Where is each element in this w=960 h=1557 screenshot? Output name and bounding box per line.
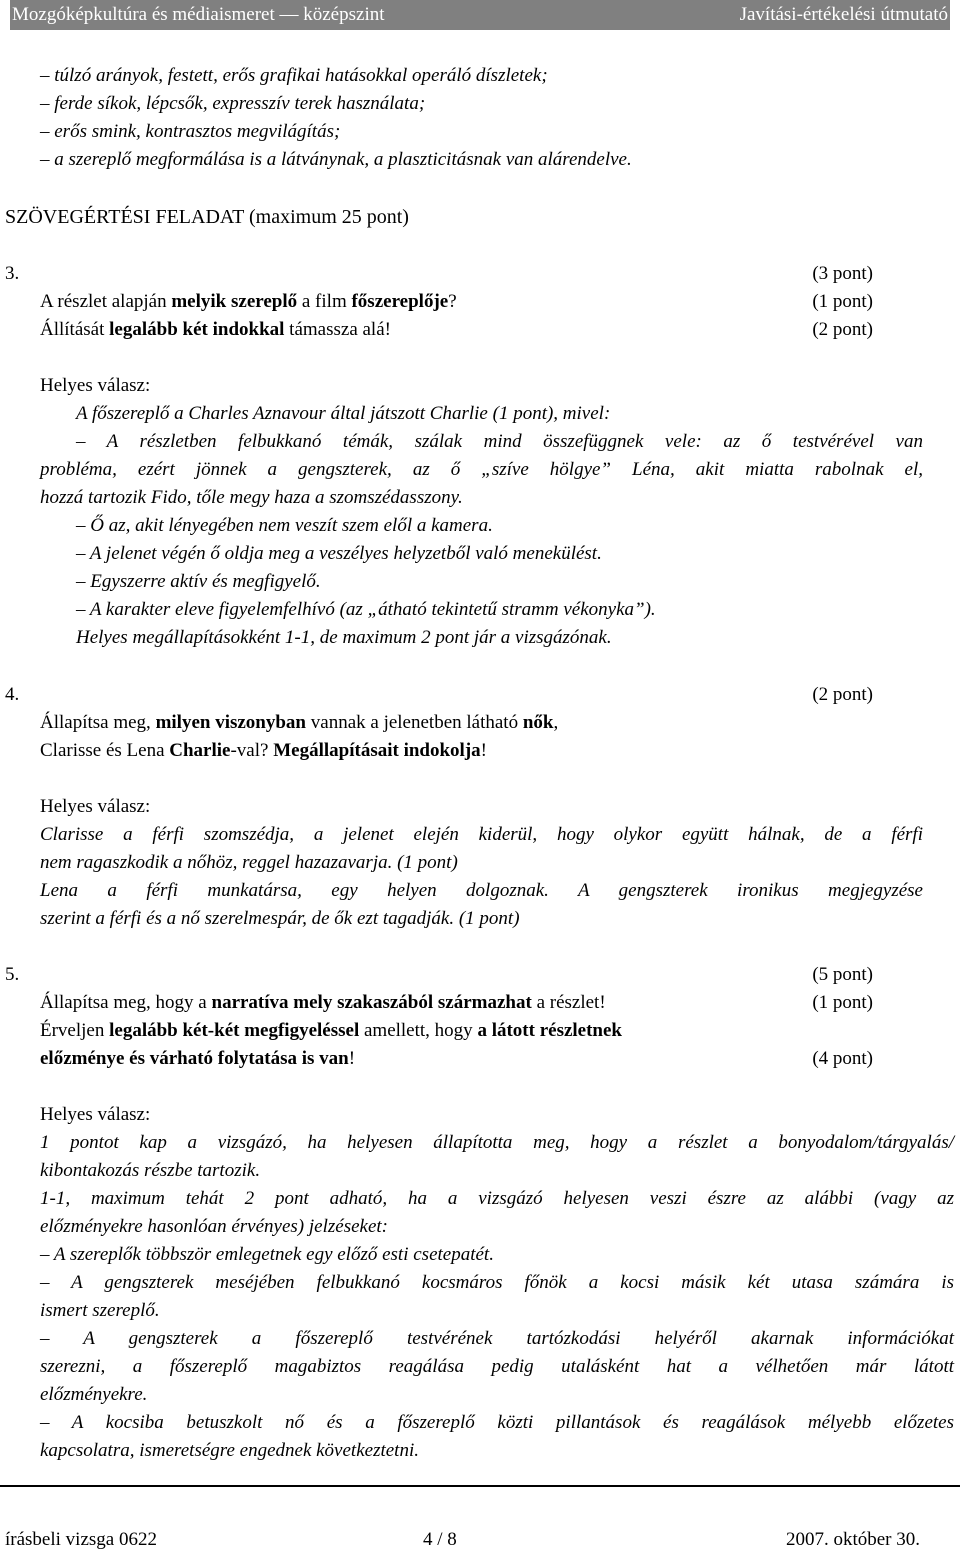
q5-answer-line: 1-1, maximum tehát 2 pont adható, ha a vizsgázó helyesen veszi észre az alábbi (vagy az (40, 1188, 954, 1209)
q5-points-1: (1 pont) (812, 992, 873, 1013)
q5-answer-line: kibontakozás részbe tartozik. (40, 1160, 261, 1181)
q3-answer-line: A főszereplő a Charles Aznavour által játszott Charlie (1 pont), mivel: (76, 403, 611, 424)
q4-answer-line: szerint a férfi és a nő szerelmespár, de ők ezt tagadják. (1 pont) (40, 908, 520, 929)
q3-points-2: (2 pont) (812, 319, 873, 340)
q5-points-2: (4 pont) (812, 1048, 873, 1069)
q3-answer-line: – Ő az, akit lényegében nem veszít szem elől a kamera. (76, 515, 493, 536)
page-header (10, 0, 950, 30)
header-right: Javítási-értékelési útmutató (739, 4, 948, 25)
q3-answer-line: probléma, ezért jönnek a gengszterek, az ő „szíve hölgye” Léna, akit miatta rabolnak el, (40, 459, 923, 480)
q3-answer-label: Helyes válasz: (40, 375, 151, 396)
intro-list-item: – túlzó arányok, festett, erős grafikai hatásokkal operáló díszletek; (40, 65, 548, 86)
q4-question-line-2: Clarisse és Lena Charlie-val? Megállapításait indokolja! (40, 740, 487, 761)
q5-answer-line: – A szereplők többször emlegetnek egy előző esti csetepatét. (40, 1244, 494, 1265)
q3-answer-line: – Egyszerre aktív és megfigyelő. (76, 571, 321, 592)
q3-answer-line: – A részletben felbukkanó témák, szálak mind összefüggnek vele: az ő testvérével van (76, 431, 923, 452)
q5-answer-line: – A gengszterek a főszereplő testvérének tartózkodási helyéről akarnak információkat (40, 1328, 954, 1349)
q5-answer-line: előzményekre. (40, 1384, 148, 1405)
q5-answer-line: 1 pontot kap a vizsgázó, ha helyesen állapította meg, hogy a részlet a bonyodalom/tárgyalás/ (40, 1132, 954, 1153)
footer-divider (0, 1485, 960, 1487)
q4-number: 4. (5, 684, 20, 705)
footer-exam-code: írásbeli vizsga 0622 (5, 1529, 157, 1550)
q4-question-line-1: Állapítsa meg, milyen viszonyban vannak a jelenetben látható nők, (40, 712, 559, 733)
header-left: Mozgóképkultúra és médiaismeret — középszint (12, 4, 385, 25)
q3-answer-line: hozzá tartozik Fido, tőle megy haza a szomszédasszony. (40, 487, 463, 508)
footer-date: 2007. október 30. (785, 1529, 920, 1550)
q5-answer-line: – A gengszterek meséjében felbukkanó kocsmáros főnök a kocsi másik két utasa számára is (40, 1272, 954, 1293)
q3-answer-line: – A karakter eleve figyelemfelhívó (az „átható tekintetű stramm vékonyka”). (76, 599, 656, 620)
q5-points-total: (5 pont) (812, 964, 873, 985)
q5-answer-line: szerezni, a főszereplő magabiztos reagálása pedig utalásként hat a vélhetően már látott (40, 1356, 954, 1377)
q3-points-1: (1 pont) (812, 291, 873, 312)
q5-question-line-1: Állapítsa meg, hogy a narratíva mely szakaszából származhat a részlet! (40, 992, 606, 1013)
q5-answer-line: előzményekre hasonlóan érvényes) jelzéseket: (40, 1216, 389, 1237)
intro-list-item: – ferde síkok, lépcsők, expresszív terek használata; (40, 93, 426, 114)
q3-question-line-1: A részlet alapján melyik szereplő a film főszereplője? (40, 291, 457, 312)
section-title: SZÖVEGÉRTÉSI FELADAT (maximum 25 pont) (5, 206, 409, 228)
q3-question-line-2: Állítását legalább két indokkal támassza alá! (40, 319, 391, 340)
intro-list-item: – a szereplő megformálása is a látványnak, a plaszticitásnak van alárendelve. (40, 149, 632, 170)
q4-points-total: (2 pont) (812, 684, 873, 705)
q5-number: 5. (5, 964, 20, 985)
q5-answer-label: Helyes válasz: (40, 1104, 151, 1125)
q3-points-total: (3 pont) (812, 263, 873, 284)
q4-answer-line: nem ragaszkodik a nőhöz, reggel hazazavarja. (1 pont) (40, 852, 458, 873)
q5-answer-line: kapcsolatra, ismeretségre engednek következtetni. (40, 1440, 419, 1461)
q5-question-line-2: Érveljen legalább két-két megfigyeléssel amellett, hogy a látott részletnek (40, 1020, 622, 1041)
q3-answer-line: Helyes megállapításokként 1-1, de maximum 2 pont jár a vizsgázónak. (76, 627, 612, 648)
q3-number: 3. (5, 263, 20, 284)
q4-answer-label: Helyes válasz: (40, 796, 151, 817)
q5-question-line-3: előzménye és várható folytatása is van! (40, 1048, 356, 1069)
q4-answer-line: Clarisse a férfi szomszédja, a jelenet elején kiderül, hogy olykor együtt hálnak, de a férfi (40, 824, 923, 845)
intro-list-item: – erős smink, kontrasztos megvilágítás; (40, 121, 341, 142)
q4-answer-line: Lena a férfi munkatársa, egy helyen dolgoznak. A gengszterek ironikus megjegyzése (40, 880, 923, 901)
q3-answer-line: – A jelenet végén ő oldja meg a veszélyes helyzetből való menekülést. (76, 543, 602, 564)
footer-page-number: 4 / 8 (423, 1529, 457, 1550)
q5-answer-line: – A kocsiba betuszkolt nő és a főszereplő közti pillantások és reagálások mélyebb előzetes (40, 1412, 954, 1433)
q5-answer-line: ismert szereplő. (40, 1300, 160, 1321)
